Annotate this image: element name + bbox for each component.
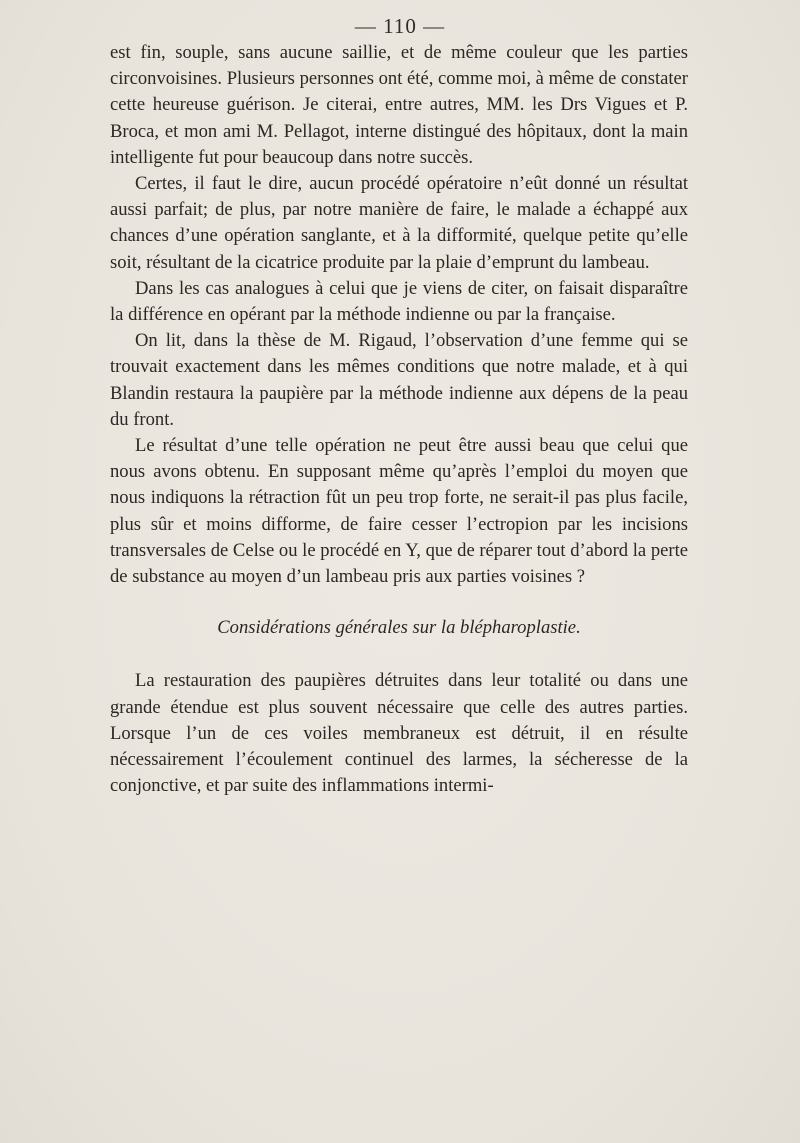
- body-text: [110, 40, 688, 799]
- paragraph-5: Le résultat d’une telle opération ne peut être aussi beau que celui que nous avons obtenu. En supposant même qu’après l’emploi du moyen que nous indiquons la rétraction fût un peu trop forte, ne serait-il pas plus facile, plus sûr et moins difforme, de faire cesser l’ectropion par les incisions transversales de Celse ou le procédé en Y, que de réparer tout d’abord la perte de substance au moyen d’un lambeau pris aux parties voisines ?: [110, 435, 688, 588]
- section-title: Considérations générales sur la blépharoplastie.: [217, 617, 581, 639]
- paragraph-4: On lit, dans la thèse de M. Rigaud, l’observation d’une femme qui se trouvait exactement dans les mêmes conditions que notre malade, et à qui Blandin restaura la paupière par la méthode indienne aux dépens de la peau du front.: [110, 330, 688, 430]
- paragraph-6: La restauration des paupières détruites dans leur totalité ou dans une grande étendue est plus souvent nécessaire que celle des autres parties. Lorsque l’un de ces voiles membraneux est détruit, il en résulte nécessairement l’écoulement continuel des larmes, la sécheresse de la conjonctive, et par suite des inflammations intermi-: [110, 670, 688, 797]
- paragraph-1: est fin, souple, sans aucune saillie, et de même couleur que les parties circonvoisines. Plusieurs personnes ont été, comme moi, à même de constater cette heureuse guérison. Je citerai, entre autres, MM. les Drs Vigues et P. Broca, et mon ami M. Pellagot, interne distingué des hôpitaux, dont la main intelligente fut pour beaucoup dans notre succès.: [110, 42, 688, 168]
- page-number-header: — 110 —: [354, 14, 446, 38]
- paragraph-2: Certes, il faut le dire, aucun procédé opératoire n’eût donné un résultat aussi parfait; de plus, par notre manière de faire, le malade a échappé aux chances d’une opération sanglante, et à la difformité, quelque petite qu’elle soit, résultant de la cicatrice produite par la plaie d’emprunt du lambeau.: [110, 173, 688, 273]
- paragraph-3: Dans les cas analogues à celui que je viens de citer, on faisait disparaître la différence en opérant par la méthode indienne ou par la française.: [110, 277, 688, 326]
